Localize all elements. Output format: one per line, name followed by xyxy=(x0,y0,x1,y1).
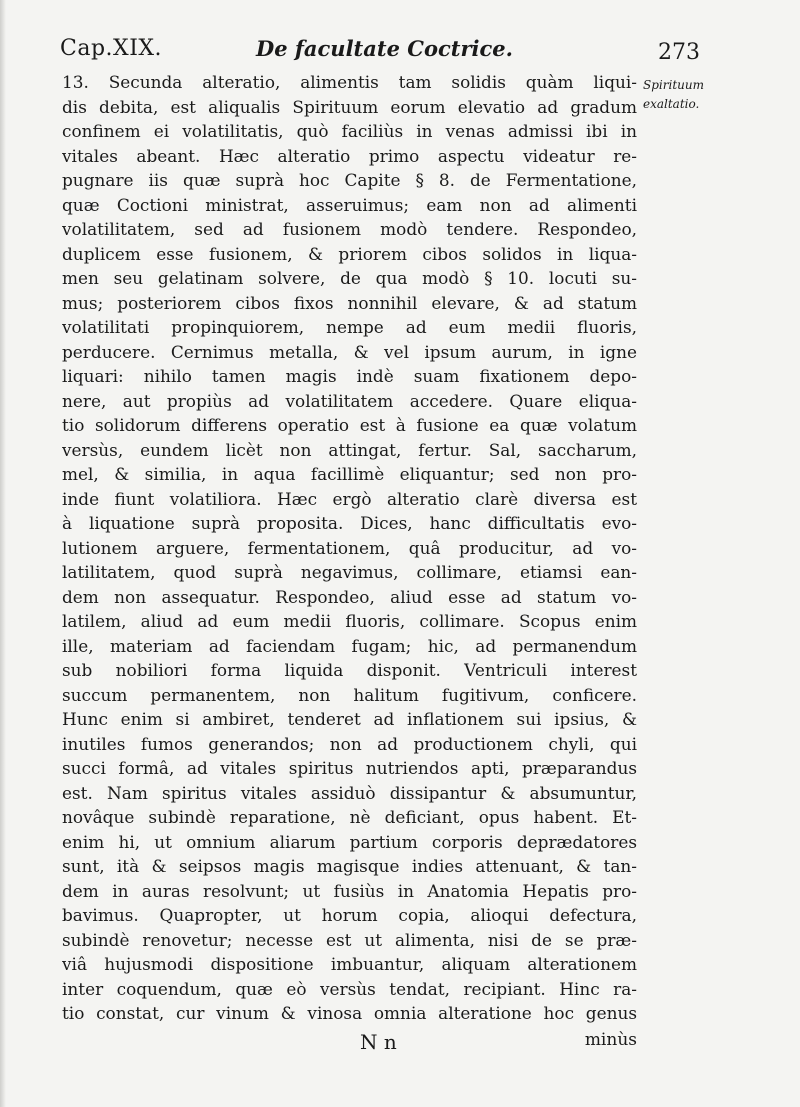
body-text xyxy=(62,70,637,1026)
text-line: novâque subindè reparatione, nè deficiant, opus habent. Et- xyxy=(62,807,637,827)
marginal-note-line: Spirituum xyxy=(643,78,704,92)
text-line: inutiles fumos generandos; non ad productionem chyli, qui xyxy=(62,733,637,754)
text-line: enim hi, ut omnium aliarum partium corporis deprædatores xyxy=(62,831,637,852)
text-line: 13. Secunda alteratio, alimentis tam solidis quàm liqui- xyxy=(62,72,637,92)
text-line: est. Nam spiritus vitales assiduò dissipantur & absumuntur, xyxy=(62,782,637,803)
text-line: succum permanentem, non halitum fugitivum, conficere. xyxy=(62,684,637,705)
text-line: dem in auras resolvunt; ut fusiùs in Anatomia Hepatis pro- xyxy=(62,880,637,901)
text-line: tio solidorum differens operatio est à fusione ea quæ volatum xyxy=(62,415,637,435)
text-line: succi formâ, ad vitales spiritus nutriendos apti, præparandus xyxy=(62,758,637,778)
text-line: nere, aut propiùs ad volatilitatem accedere. Quare eliqua- xyxy=(62,390,637,411)
marginal-note-line: exaltatio. xyxy=(643,97,700,111)
text-line: inter coquendum, quæ eò versùs tendat, recipiant. Hinc ra- xyxy=(62,978,637,999)
page-footer xyxy=(62,1030,637,1060)
text-line: vitales abeant. Hæc alteratio primo aspectu videatur re- xyxy=(62,145,637,166)
text-line: dem non assequatur. Respondeo, aliud esse ad statum vo- xyxy=(62,586,637,607)
running-title: De facultate Coctrice. xyxy=(256,36,513,61)
text-line: lutionem arguere, fermentationem, quâ producitur, ad vo- xyxy=(62,537,637,558)
text-line: confinem ei volatilitatis, quò faciliùs in venas admissi ibi in xyxy=(62,121,637,141)
catchword: minùs xyxy=(584,1030,637,1050)
text-line: quæ Coctioni ministrat, asseruimus; eam non ad alimenti xyxy=(62,194,637,215)
text-line: inde fiunt volatiliora. Hæc ergò alteratio clarè diversa est xyxy=(62,488,637,509)
signature-mark: N n xyxy=(360,1030,397,1054)
text-line: men seu gelatinam solvere, de qua modò § 10. locuti su- xyxy=(62,268,637,288)
text-line: latilem, aliud ad eum medii fluoris, collimare. Scopus enim xyxy=(62,611,637,631)
marginal-note xyxy=(643,76,753,114)
page-header xyxy=(60,36,720,72)
text-line: pugnare iis quæ suprà hoc Capite § 8. de Fermentatione, xyxy=(62,170,637,190)
text-line: viâ hujusmodi dispositione imbuantur, aliquam alterationem xyxy=(62,954,637,974)
text-line: perducere. Cernimus metalla, & vel ipsum aurum, in igne xyxy=(62,341,637,362)
text-line: dis debita, est aliqualis Spirituum eorum elevatio ad gradum xyxy=(62,96,637,117)
text-line: volatilitati propinquiorem, nempe ad eum medii fluoris, xyxy=(62,317,637,337)
text-line: latilitatem, quod suprà negavimus, collimare, etiamsi ean- xyxy=(62,562,637,582)
chapter-heading: Cap.XIX. xyxy=(60,36,163,61)
text-line: tio constat, cur vinum & vinosa omnia alteratione hoc genus xyxy=(62,1003,637,1023)
text-line: mus; posteriorem cibos fixos nonnihil elevare, & ad statum xyxy=(62,292,637,313)
text-line: Hunc enim si ambiret, tenderet ad inflationem sui ipsius, & xyxy=(62,709,637,729)
text-line: versùs, eundem licèt non attingat, fertur. Sal, saccharum, xyxy=(62,439,637,460)
text-line: à liquatione suprà proposita. Dices, hanc difficultatis evo- xyxy=(62,513,637,533)
text-line: ille, materiam ad faciendam fugam; hic, ad permanendum xyxy=(62,635,637,656)
text-line: sub nobiliori forma liquida disponit. Ventriculi interest xyxy=(62,660,637,680)
page-number: 273 xyxy=(658,40,700,65)
text-line: duplicem esse fusionem, & priorem cibos solidos in liqua- xyxy=(62,243,637,264)
text-line: subindè renovetur; necesse est ut alimenta, nisi de se præ- xyxy=(62,929,637,950)
text-line: bavimus. Quapropter, ut horum copia, alioqui defectura, xyxy=(62,905,637,925)
text-line: mel, & similia, in aqua facillimè eliquantur; sed non pro- xyxy=(62,464,637,484)
text-line: volatilitatem, sed ad fusionem modò tendere. Respondeo, xyxy=(62,219,637,239)
text-line: liquari: nihilo tamen magis indè suam fixationem depo- xyxy=(62,366,637,386)
text-line: sunt, ità & seipsos magis magisque indies attenuant, & tan- xyxy=(62,856,637,876)
